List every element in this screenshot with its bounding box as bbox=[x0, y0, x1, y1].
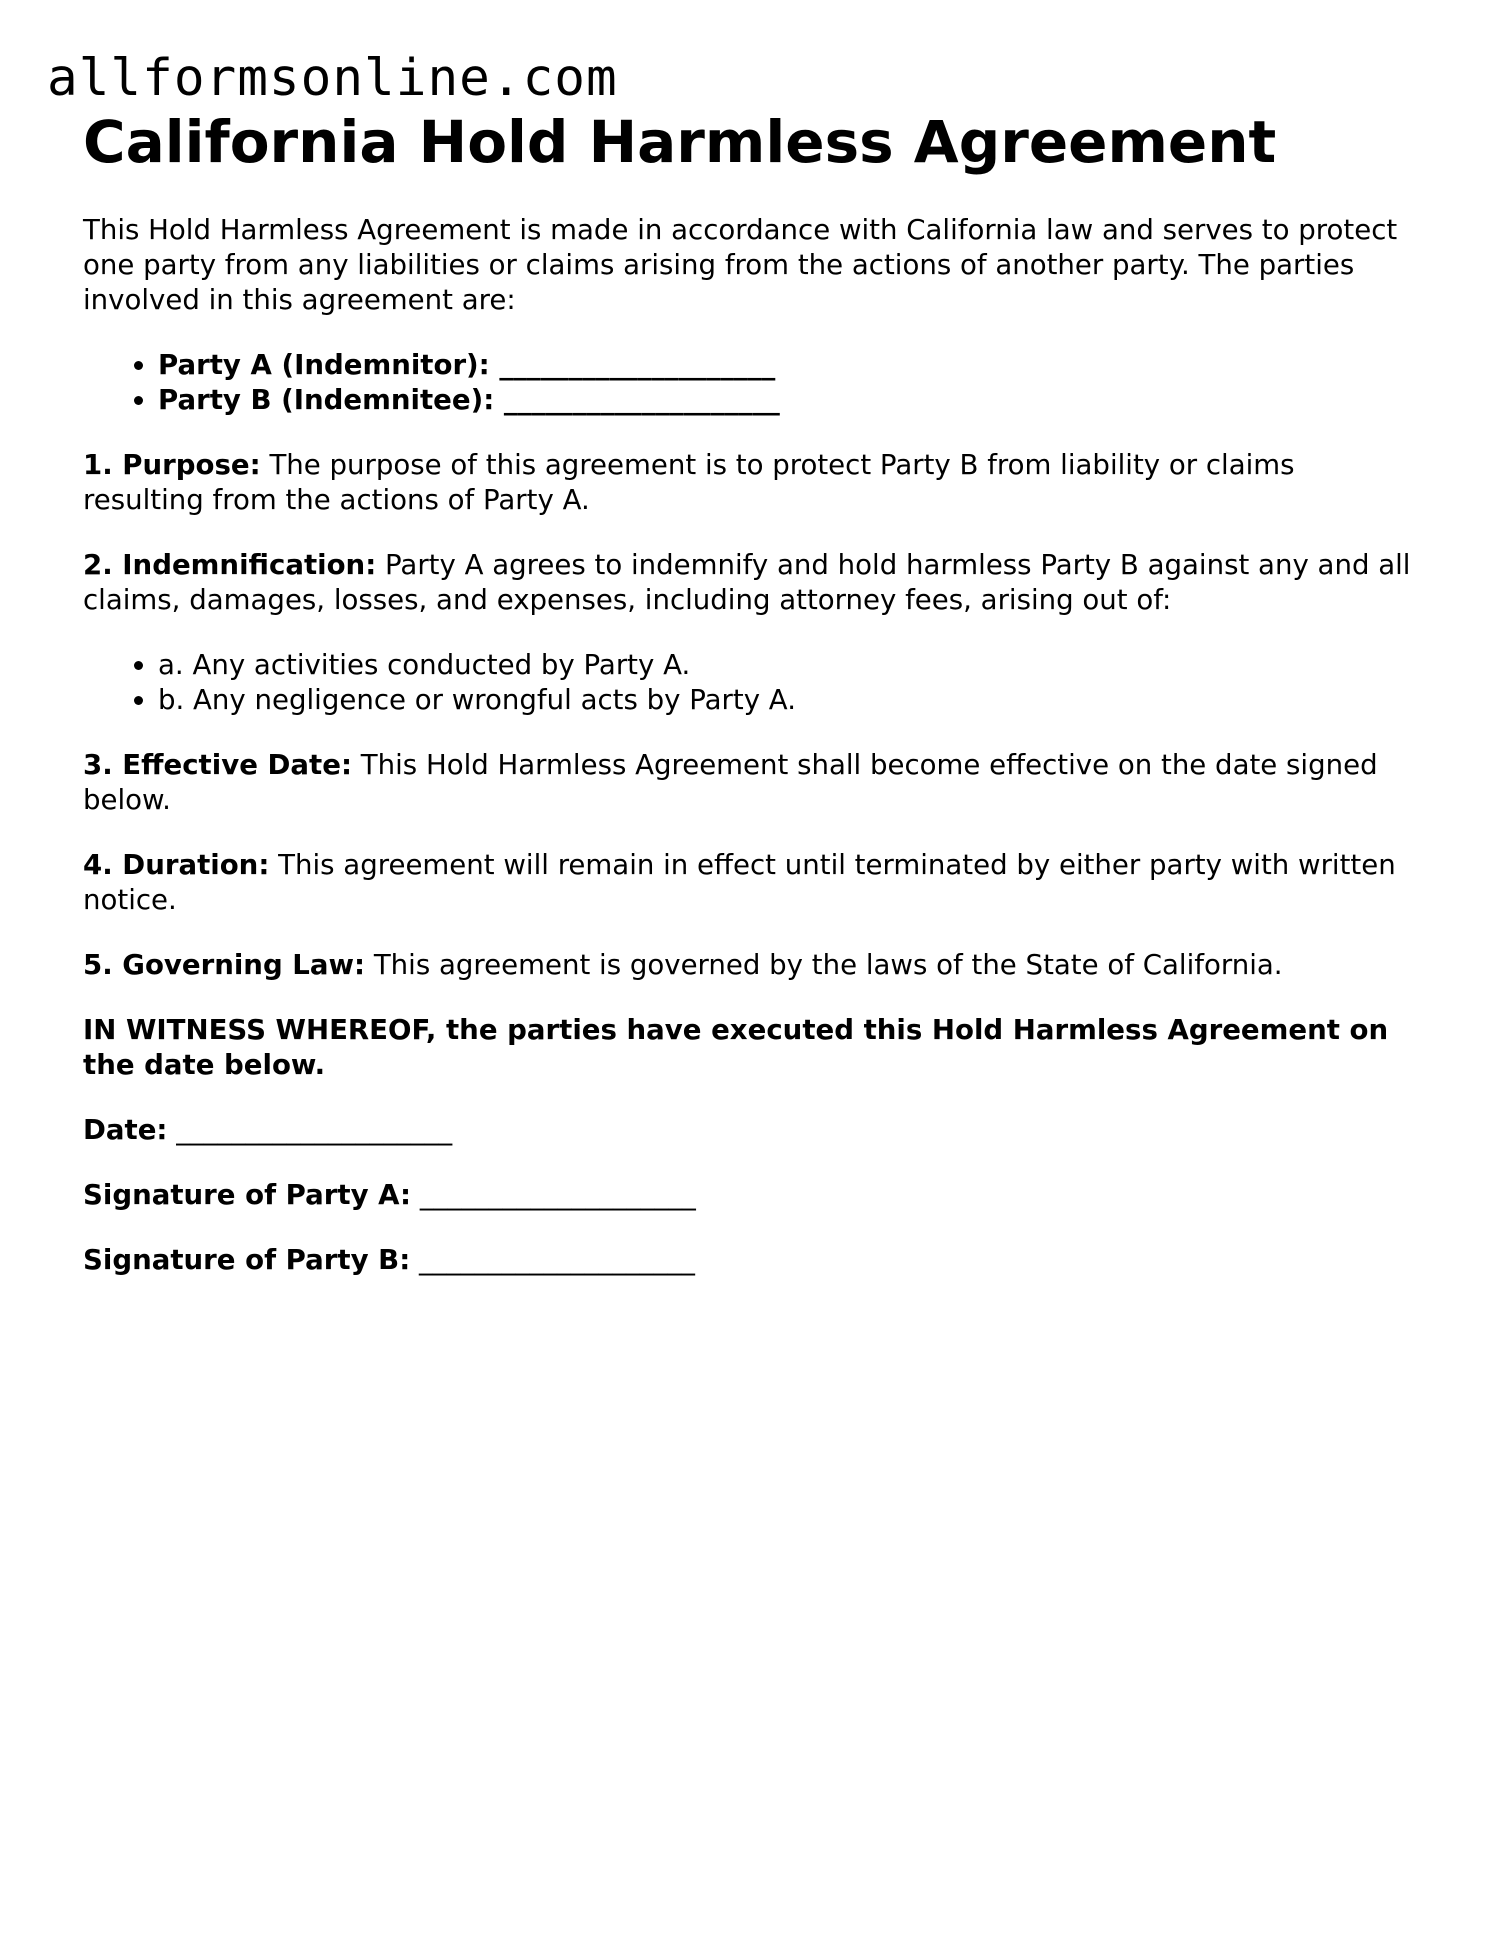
site-watermark: allformsonline.com bbox=[47, 49, 618, 108]
signature-party-a-label: Signature of Party A: bbox=[83, 1178, 412, 1211]
governing-law-text: This agreement is governed by the laws of the State of California. bbox=[373, 948, 1283, 981]
date-blank[interactable]: ____________________ bbox=[176, 1113, 453, 1146]
parties-list bbox=[83, 347, 1423, 417]
witness-statement: IN WITNESS WHEREOF, the parties have executed this Hold Harmless Agreement on the date below. bbox=[83, 1013, 1389, 1081]
signature-party-a-blank[interactable]: ____________________ bbox=[419, 1178, 696, 1211]
indemnification-list bbox=[83, 647, 1423, 717]
party-a-label: Party A (Indemnitor): bbox=[158, 348, 490, 381]
party-b-label: Party B (Indemnitee): bbox=[158, 383, 495, 416]
party-a-blank[interactable]: ____________________ bbox=[499, 348, 776, 381]
document-page bbox=[83, 108, 1423, 1277]
signature-party-b-blank[interactable]: ____________________ bbox=[419, 1243, 695, 1276]
party-a-item bbox=[158, 347, 1423, 382]
duration-text: This agreement will remain in effect until terminated by either party with written notice. bbox=[83, 848, 1396, 916]
section-indemnification bbox=[83, 547, 1423, 617]
signature-party-b-field bbox=[83, 1242, 1423, 1277]
section-governing-law bbox=[83, 947, 1423, 982]
party-b-item bbox=[158, 382, 1423, 417]
intro-paragraph: This Hold Harmless Agreement is made in accordance with California law and serves to protect one party from any liabilities or claims arising from the actions of another party. The parties involved in this agreement are: bbox=[83, 213, 1398, 316]
indemnification-item-b: • b. Any negligence or wrongful acts by Party A. bbox=[158, 682, 1423, 717]
indemnification-item-a: • a. Any activities conducted by Party A. bbox=[158, 647, 1423, 682]
section-effective-date bbox=[83, 747, 1423, 817]
signature-party-b-label: Signature of Party B: bbox=[83, 1243, 411, 1276]
governing-law-heading: 5. Governing Law: bbox=[83, 948, 366, 981]
effective-date-text: This Hold Harmless Agreement shall become effective on the date signed below. bbox=[83, 748, 1378, 816]
indemnification-text: Party A agrees to indemnify and hold harmless Party B against any and all claims, damages, losses, and expenses, including attorney fees, arising out of: bbox=[83, 548, 1411, 616]
signature-party-a-field bbox=[83, 1177, 1423, 1212]
section-purpose bbox=[83, 447, 1423, 517]
duration-heading: 4. Duration: bbox=[83, 848, 270, 881]
document-title: California Hold Harmless Agreement bbox=[83, 108, 1277, 176]
date-field bbox=[83, 1112, 1423, 1147]
purpose-text: The purpose of this agreement is to protect Party B from liability or claims resulting from the actions of Party A. bbox=[83, 448, 1295, 516]
effective-date-heading: 3. Effective Date: bbox=[83, 748, 352, 781]
date-label: Date: bbox=[83, 1113, 168, 1146]
indemnification-heading: 2. Indemnification: bbox=[83, 548, 377, 581]
party-b-blank[interactable]: ____________________ bbox=[503, 383, 780, 416]
purpose-heading: 1. Purpose: bbox=[83, 448, 261, 481]
section-duration bbox=[83, 847, 1423, 917]
